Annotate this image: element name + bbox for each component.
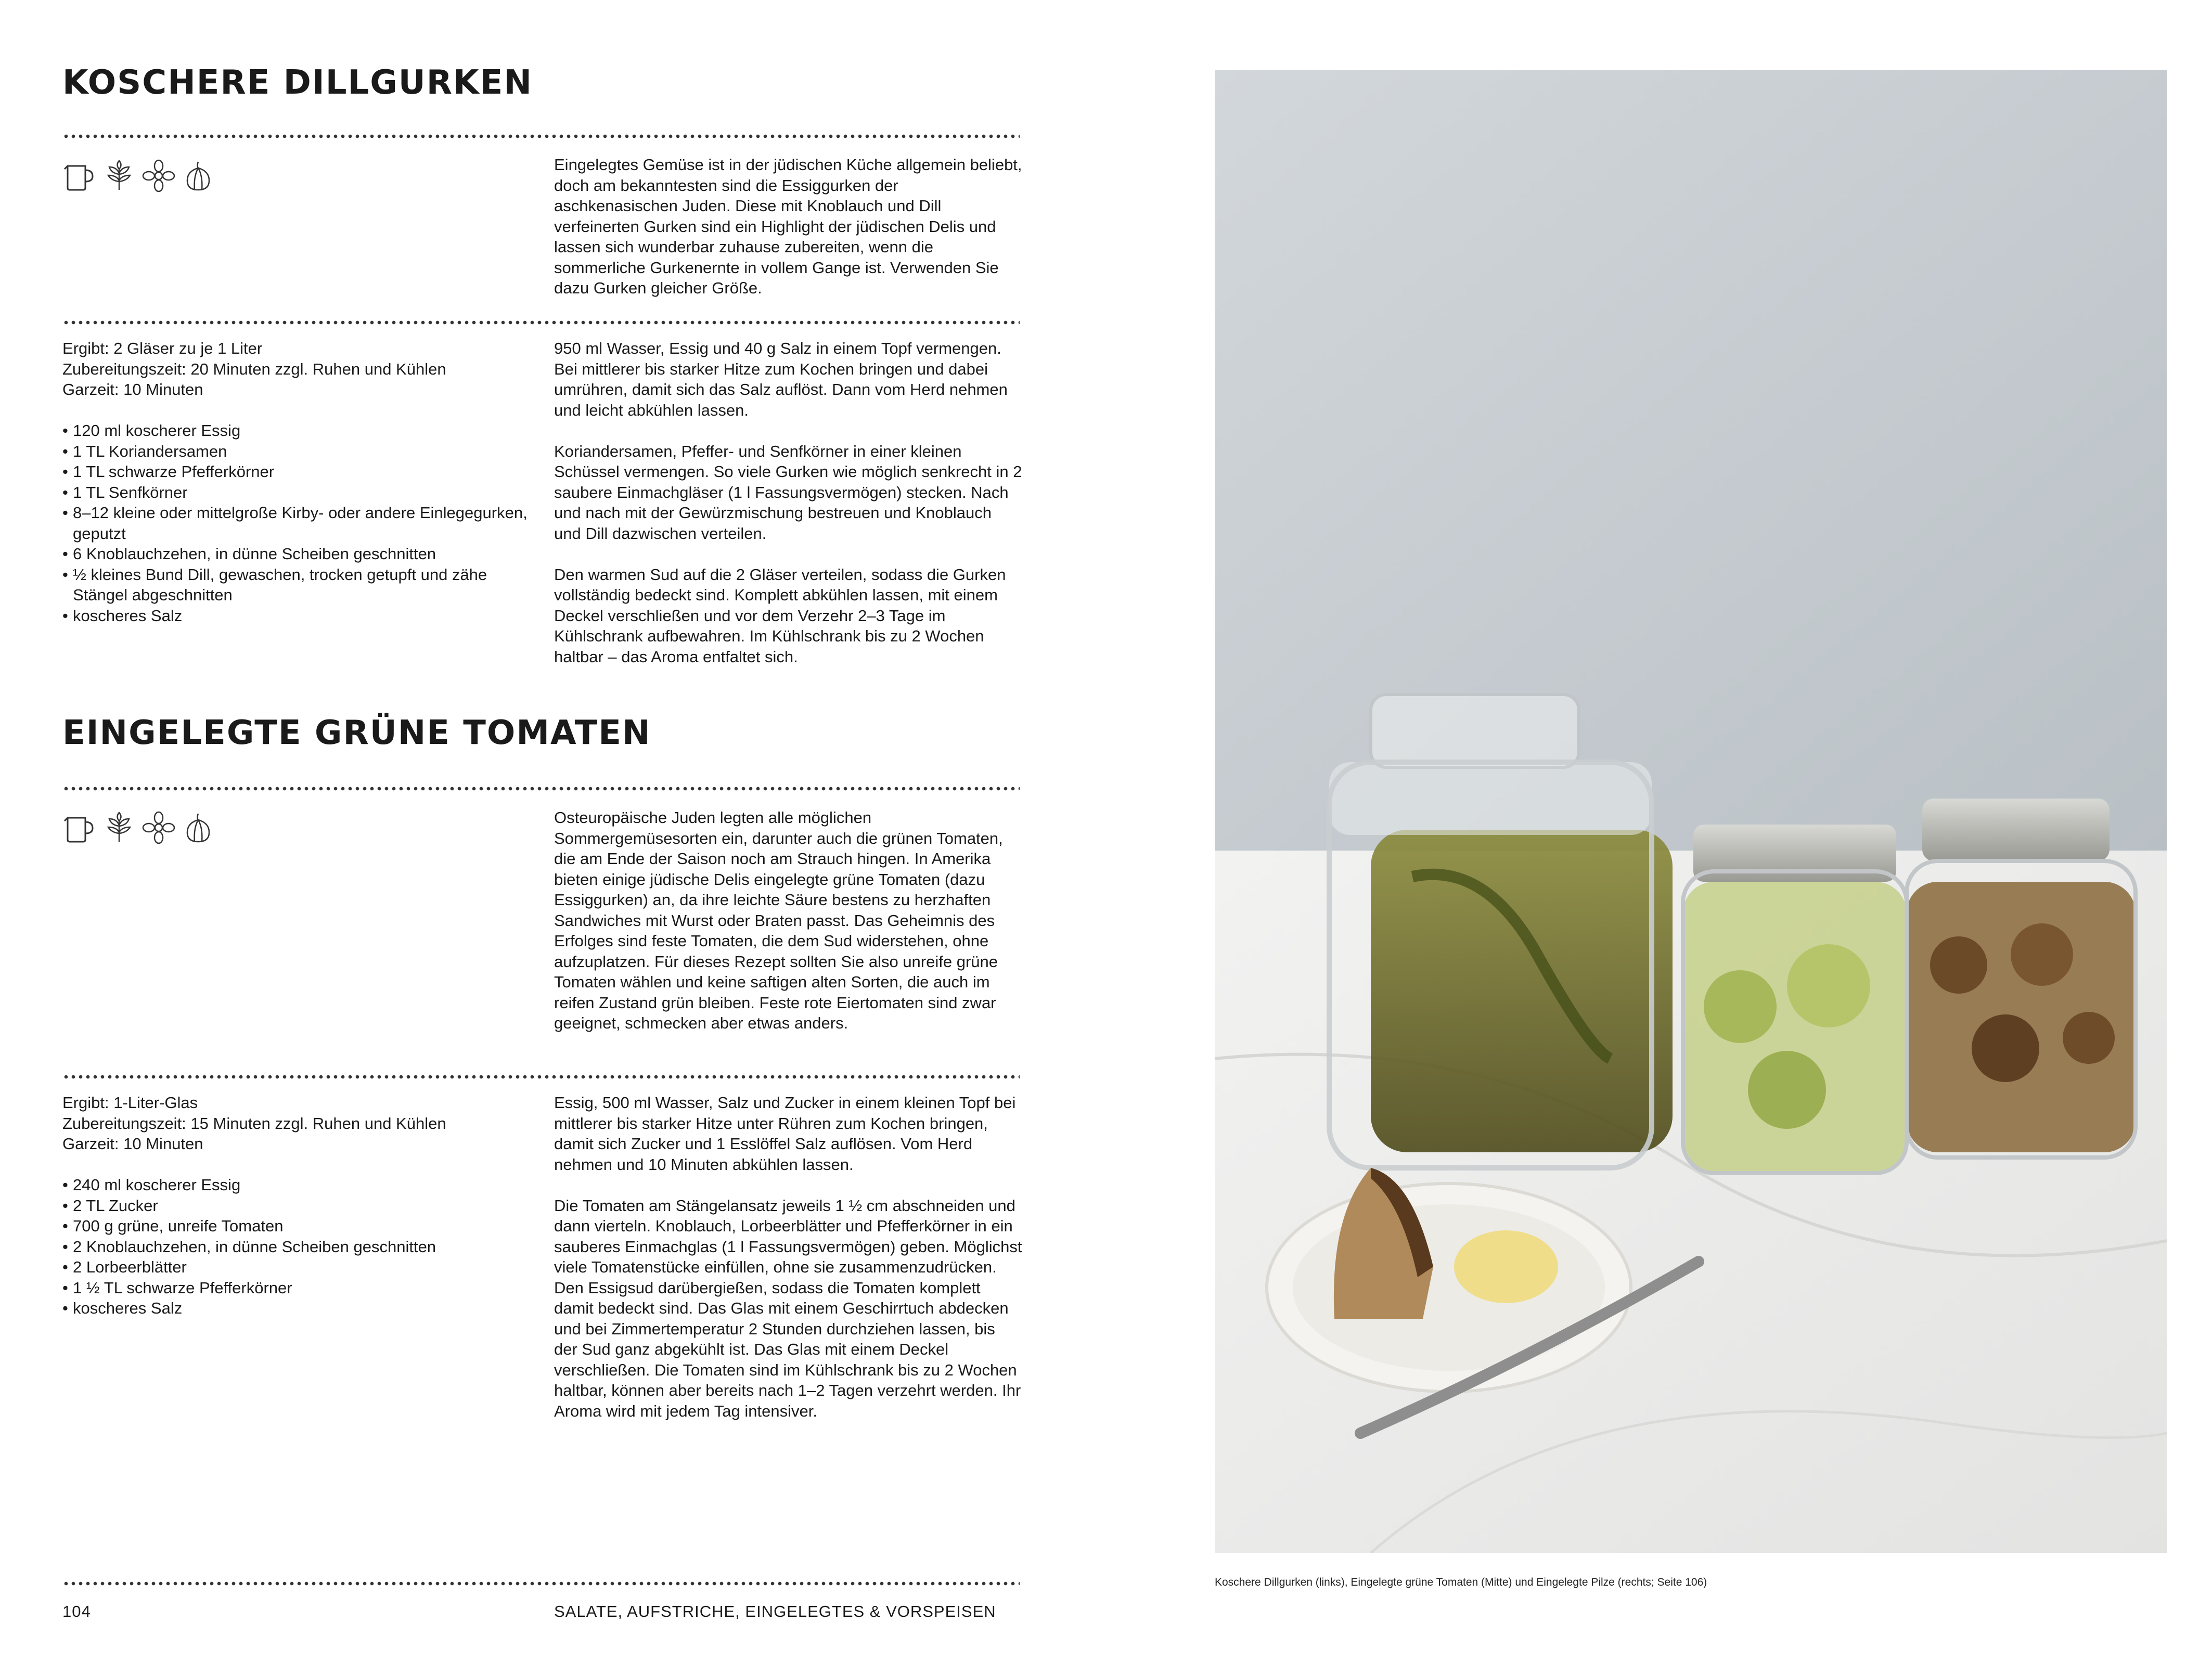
left-page [0, 0, 1082, 1659]
prep-time-text: Zubereitungszeit: 15 Minuten zzgl. Ruhen und Kühlen [62, 1114, 446, 1133]
yield-text: Ergibt: 2 Gläser zu je 1 Liter [62, 339, 263, 357]
method-step: Koriandersamen, Pfeffer- und Senfkörner in einer kleinen Schüssel vermengen. So viele Gurken wie möglich senkrecht in 2 saubere Einmachgläser (1 l Fassungsvermögen) stecken. Nach und nach mit der Gewürzmischung bestreuen und Knoblauch und Dill dazwischen verteilen. [554, 442, 1022, 543]
ingredient-item: • 2 Knoblauchzehen, in dünne Scheiben geschnitten [62, 1237, 531, 1257]
recipe-intro-gruene-tomaten: Osteuropäische Juden legten alle möglichen Sommergemüsesorten ein, darunter auch die grünen Tomaten, die am Ende der Saison noch am Strauch hingen. In Amerika bieten einige jüdische Delis eingelegte grüne Tomaten (dazu Essiggurken) an, da ihre leichte Säure bestens zu herzhaften Sandwiches mit Wurst oder Braten passt. Das Geheimnis des Erfolges sind feste Tomaten, die dem Sud widerstehen, ohne aufzuplatzen. Für dieses Rezept sollten Sie also unreife grüne Tomaten wählen und keine saftigen alten Sorten, die auch im reifen Zustand grün bleiben. Feste rote Eiertomaten sind zwar geeignet, schmecken aber etwas anders. [554, 808, 1003, 1032]
ingredient-item: • 120 ml koscherer Essig [62, 420, 531, 441]
page-number: 104 [62, 1602, 91, 1621]
dotted-divider [62, 787, 1020, 791]
tomaten-jar [1683, 825, 1907, 1173]
ingredient-item: • 8–12 kleine oder mittelgroße Kirby- oder andere Einlegegurken, geputzt [62, 503, 531, 544]
dietary-icons [62, 811, 215, 845]
recipe-method-dillgurken [554, 338, 1022, 667]
ingredient-item: • 1 TL Koriandersamen [62, 441, 531, 462]
jug-icon [62, 811, 97, 845]
method-step: 950 ml Wasser, Essig und 40 g Salz in einem Topf vermengen. Bei mittlerer bis starker Hitze zum Kochen bringen und dabei umrühren, damit sich das Salz auflöst. Dann vom Herd nehmen und leicht abkühlen lassen. [554, 339, 1008, 419]
ingredient-list [62, 420, 531, 626]
pilze-jar [1907, 799, 2136, 1158]
method-step: Die Tomaten am Stängelansatz jeweils 1 ½ cm abschneiden und dann vierteln. Knoblauch, Lorbeerblätter und Pfefferkörner in ein sauberes Einmachglas (1 l Fassungsvermögen) geben. Möglichst viele Tomatenstücke einfüllen, ohne sie zusammenzudrücken. Den Essigsud darübergießen, sodass die Tomaten komplett damit bedeckt sind. Das Glas mit einem Geschirrtuch abdecken und bei Zimmertemperatur 2 Stunden durchziehen lassen, bis der Sud ganz abgekühlt ist. Das Glas mit einem Deckel verschließen. Die Tomaten sind im Kühlschrank bis zu 2 Wochen haltbar, können aber bereits nach 1–2 Tagen verzehrt werden. Ihr Aroma wird mit jedem Tag intensiver. [554, 1196, 1022, 1420]
yield-text: Ergibt: 1-Liter-Glas [62, 1094, 198, 1112]
garlic-icon [181, 811, 215, 845]
recipe-method-gruene-tomaten [554, 1092, 1022, 1421]
photo-caption: Koschere Dillgurken (links), Eingelegte grüne Tomaten (Mitte) und Eingelegte Pilze (rechts; Seite 106) [1215, 1576, 1707, 1588]
ingredient-item: • ½ kleines Bund Dill, gewaschen, trocken getupft und zähe Stängel abgeschnitten [62, 564, 531, 606]
leaf-icon [102, 811, 136, 845]
dotted-divider [62, 320, 1020, 325]
ingredient-item: • 1 ½ TL schwarze Pfefferkörner [62, 1278, 531, 1298]
ingredient-item: • 240 ml koscherer Essig [62, 1175, 531, 1195]
ingredient-item: • koscheres Salz [62, 1298, 531, 1319]
recipe-title-dillgurken: KOSCHERE DILLGURKEN [62, 63, 533, 102]
photo-illustration [1215, 70, 2167, 1553]
dillgurken-jar [1329, 695, 1673, 1168]
method-step: Essig, 500 ml Wasser, Salz und Zucker in einem kleinen Topf bei mittlerer bis starker Hitze unter Rühren zum Kochen bringen, damit sich Zucker und 1 Esslöffel Salz auflösen. Vom Herd nehmen und 10 Minuten abkühlen lassen. [554, 1094, 1016, 1174]
jug-icon [62, 159, 97, 193]
method-step: Den warmen Sud auf die 2 Gläser verteilen, sodass die Gurken vollständig bedeckt sind. Komplett abkühlen lassen, mit einem Deckel verschließen und vor dem Verzehr 2–3 Tage im Kühlschrank aufbewahren. Im Kühlschrank bis zu 2 Wochen haltbar – das Aroma entfaltet sich. [554, 565, 1006, 666]
dietary-icons [62, 159, 215, 193]
ingredient-item: • 2 Lorbeerblätter [62, 1257, 531, 1278]
cook-time-text: Garzeit: 10 Minuten [62, 380, 203, 398]
right-page [1082, 0, 2212, 1659]
flower-icon [142, 811, 176, 845]
ingredient-list [62, 1175, 531, 1319]
wall-background [1215, 70, 2167, 851]
dotted-divider [62, 1075, 1020, 1079]
recipe-intro-dillgurken: Eingelegtes Gemüse ist in der jüdischen Küche allgemein beliebt, doch am bekanntesten sind die Essiggurken der aschkenasischen Juden. Diese mit Knoblauch und Dill verfeinerten Gurken sind ein Highlight der jüdischen Delis und lassen sich wunderbar zuhause zubereiten, wenn die sommerliche Gurkenernte in vollem Gange ist. Verwenden Sie dazu Gurken gleicher Größe. [554, 156, 1022, 297]
ingredient-item: • 1 TL Senfkörner [62, 482, 531, 503]
ingredient-item: • 700 g grüne, unreife Tomaten [62, 1216, 531, 1237]
dotted-divider [62, 134, 1020, 138]
cook-time-text: Garzeit: 10 Minuten [62, 1135, 203, 1153]
recipe-title-gruene-tomaten: EINGELEGTE GRÜNE TOMATEN [62, 714, 651, 752]
flower-icon [142, 159, 176, 193]
recipe-meta-gruene-tomaten [62, 1092, 531, 1319]
garlic-icon [181, 159, 215, 193]
dotted-divider [62, 1581, 1020, 1586]
pickle-jars-photo [1215, 70, 2167, 1553]
ingredient-item: • 1 TL schwarze Pfefferkörner [62, 461, 531, 482]
section-title: SALATE, AUFSTRICHE, EINGELEGTES & VORSPEISEN [554, 1602, 996, 1621]
leaf-icon [102, 159, 136, 193]
prep-time-text: Zubereitungszeit: 20 Minuten zzgl. Ruhen und Kühlen [62, 359, 446, 378]
ingredient-item: • 6 Knoblauchzehen, in dünne Scheiben geschnitten [62, 544, 531, 564]
ingredient-item: • 2 TL Zucker [62, 1195, 531, 1216]
recipe-meta-dillgurken [62, 338, 531, 626]
ingredient-item: • koscheres Salz [62, 606, 531, 626]
